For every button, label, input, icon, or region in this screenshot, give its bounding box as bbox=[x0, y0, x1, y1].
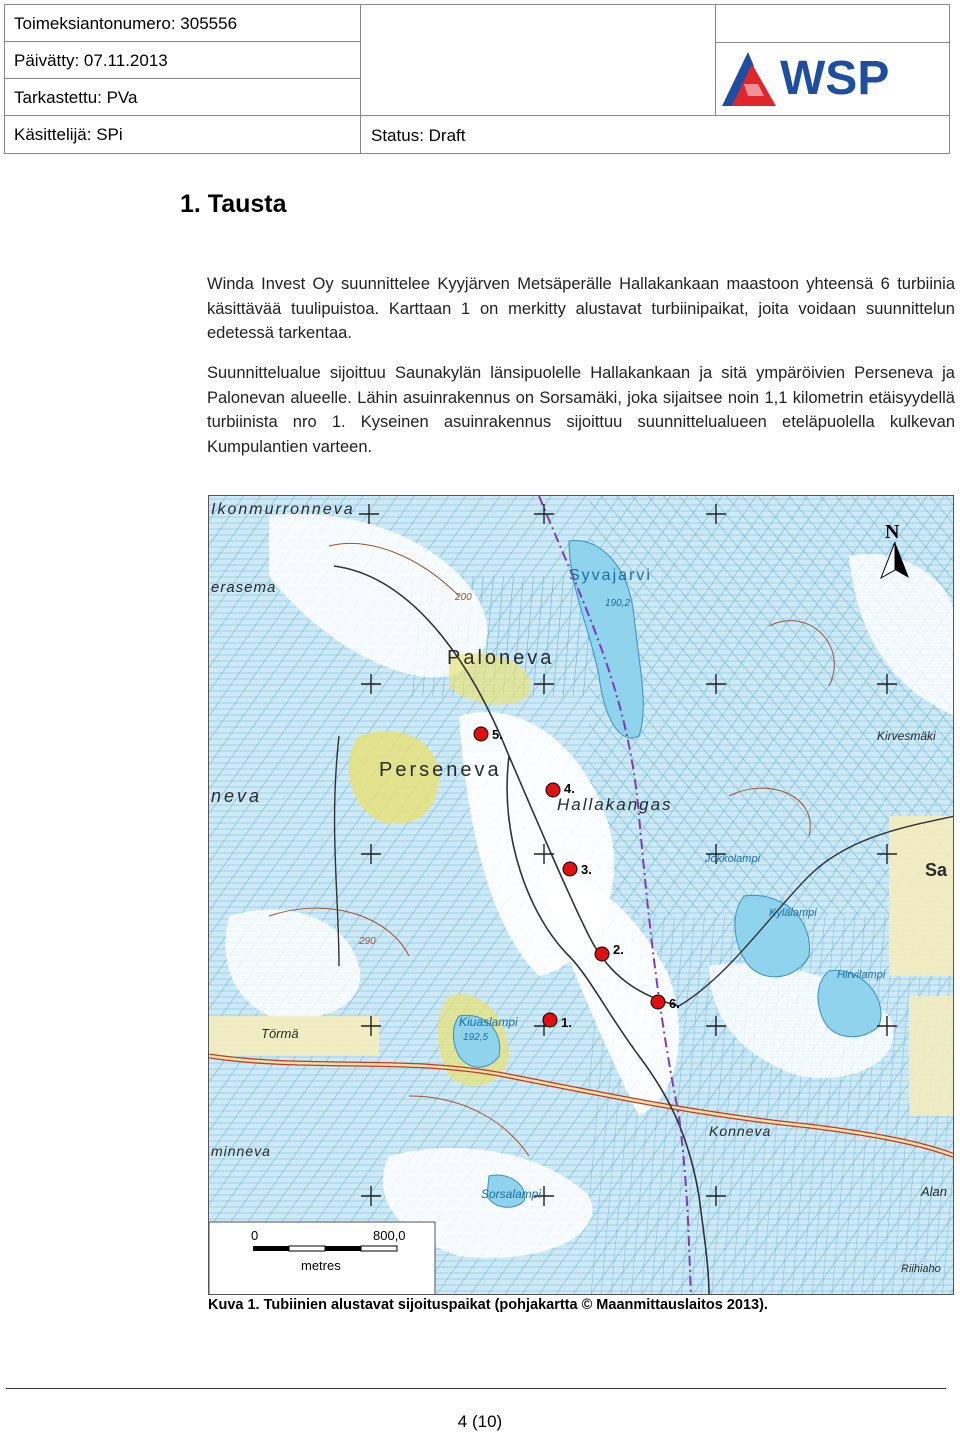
label-hirvilampi: Hirvilampi bbox=[837, 969, 886, 981]
footer-rule bbox=[6, 1388, 946, 1389]
elevation-label: 190,2 bbox=[605, 598, 631, 609]
header-divider-h2 bbox=[715, 42, 950, 43]
document-status: Status: Draft bbox=[371, 126, 466, 145]
wsp-logo bbox=[718, 44, 918, 114]
header-divider-h bbox=[360, 115, 950, 116]
turbine-6-label: 6. bbox=[669, 996, 680, 1011]
label-erasema: erasema bbox=[211, 579, 277, 596]
map-canvas bbox=[209, 496, 954, 1295]
turbine-3-label: 3. bbox=[581, 862, 592, 877]
turbine-1-label: 1. bbox=[561, 1015, 572, 1030]
order-number: Toimeksiantonumero: 305556 bbox=[5, 5, 361, 42]
paragraph-2: Suunnittelualue sijoittuu Saunakylän länsipuolelle Hallakankaan ja sitä ympäröivien Perseneva ja Palonevan alueelle. Lähin asuinrakennus on Sorsamäki, joka sijaitsee noin 1,1 kilometrin etäisyydellä turbiinista nro 1. Kyseinen asuinrakennus sijoittuu suunnittelualueen eteläpuolella kulkevan Kumpulantien varteen. bbox=[207, 364, 955, 456]
turbine-location-map bbox=[208, 495, 954, 1295]
label-torma: Törmä bbox=[261, 1026, 299, 1041]
label-jokkolampi: Jokkolampi bbox=[705, 853, 761, 865]
label-kirvesmaki: Kirvesmäki bbox=[877, 729, 936, 743]
scale-unit: metres bbox=[301, 1258, 341, 1273]
section-title: 1. Tausta bbox=[180, 190, 287, 218]
label-paloneva: Paloneva bbox=[447, 647, 555, 669]
label-ikonmurronneva: Ikonmurronneva bbox=[211, 501, 355, 518]
label-neva: neva bbox=[211, 786, 263, 806]
label-konneva: Konneva bbox=[709, 1123, 772, 1139]
elevation-label: 200 bbox=[455, 592, 472, 603]
checked-by: Tarkastettu: PVa bbox=[5, 79, 361, 116]
turbine-4-label: 4. bbox=[564, 781, 575, 796]
label-minneva: minneva bbox=[211, 1143, 271, 1159]
label-perseneva: Perseneva bbox=[379, 759, 502, 781]
label-hallakangas: Hallakangas bbox=[557, 795, 673, 814]
label-alan: Alan bbox=[921, 1184, 948, 1199]
header-divider bbox=[360, 5, 361, 153]
turbine-2-label: 2. bbox=[613, 942, 624, 957]
scale-end: 800,0 bbox=[373, 1228, 406, 1243]
label-kylalampi: Kylälampi bbox=[769, 907, 817, 919]
logo-text: WSP bbox=[780, 52, 890, 105]
turbine-5-label: 5. bbox=[492, 727, 503, 742]
updated-date: Päivätty: 07.11.2013 bbox=[5, 42, 361, 79]
north-label: N bbox=[885, 521, 900, 543]
paragraph-1: Winda Invest Oy suunnittelee Kyyjärven Metsäperälle Hallakankaan maastoon yhteensä 6 turbiinia käsittävää tuulipuistoa. Karttaan 1 on merkitty alustavat turbiinipaikat, joita voidaan suunnittelun edetessä tarkentaa. bbox=[207, 275, 955, 342]
elevation-label: 192,5 bbox=[463, 1032, 489, 1043]
page-number: 4 (10) bbox=[457, 1412, 503, 1431]
label-riihiaho: Riihiaho bbox=[901, 1263, 941, 1275]
scale-start: 0 bbox=[251, 1228, 259, 1243]
header-divider-v2 bbox=[715, 42, 716, 116]
figure-caption: Kuva 1. Tubiinien alustavat sijoituspaikat (pohjakartta © Maanmittauslaitos 2013). bbox=[208, 1297, 768, 1313]
label-syvajarvi: Syvajarvi bbox=[569, 567, 652, 584]
label-kiuaslampi: Kiuaslampi bbox=[459, 1015, 518, 1029]
label-sorsalampi: Sorsalampi bbox=[481, 1187, 542, 1201]
label-saunakyla: Sa bbox=[925, 860, 948, 880]
scale-bar bbox=[209, 1222, 435, 1295]
elevation-label: 290 bbox=[359, 936, 376, 947]
header-divider-right bbox=[715, 5, 716, 42]
handler: Käsittelijä: SPi bbox=[14, 125, 123, 144]
